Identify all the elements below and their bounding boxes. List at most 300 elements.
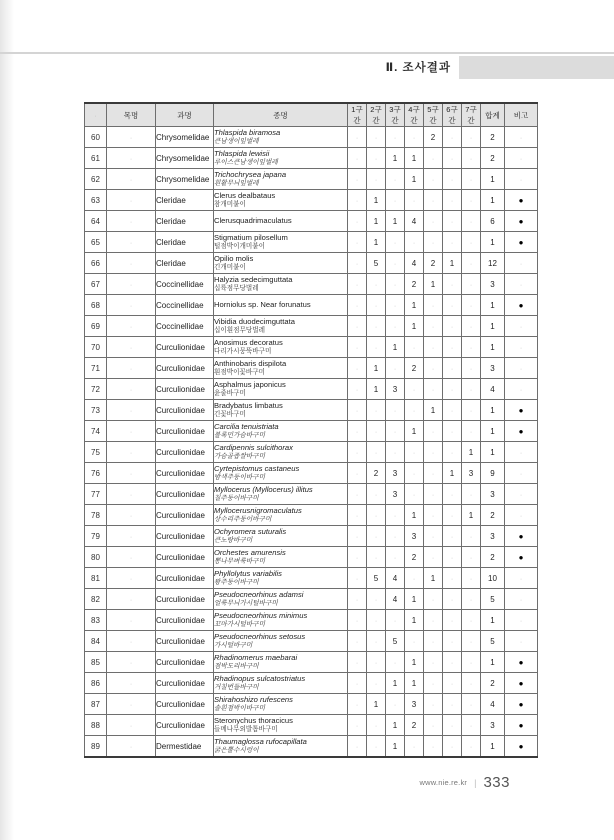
note-cell: ● [505,421,538,442]
note-cell [505,337,538,358]
species-latin: Thlaspida biramosa [214,127,281,137]
total-cell: 12 [481,253,505,274]
section-count-5 [424,736,443,758]
total-cell: 4 [481,694,505,715]
family-cell: Curculionidae [156,589,214,610]
section-count-5: 1 [424,568,443,589]
section-count-7 [462,295,481,316]
section-count-5 [424,169,443,190]
order-cell [107,736,156,758]
family-cell: Cleridae [156,232,214,253]
section-count-5 [424,589,443,610]
row-number: 72 [85,379,107,400]
order-cell [107,211,156,232]
section-count-7 [462,568,481,589]
species-latin: Thaumaglossa rufocapillata [214,736,307,746]
species-korean: 가슴골좁쌀바구미 [214,452,265,460]
section-count-2 [367,148,386,169]
section-count-1 [348,526,367,547]
species-latin: Shirahoshizo rufescens [214,694,293,704]
species-latin: Carcilia tenuistriata [214,421,279,431]
family-cell: Coccinellidae [156,274,214,295]
total-cell: 2 [481,673,505,694]
species-table [84,102,538,758]
section-count-6 [443,421,462,442]
order-cell [107,463,156,484]
species-korean: 굵은뿔수시렁이 [214,746,259,754]
section-count-7 [462,253,481,274]
order-cell [107,547,156,568]
section-count-3 [386,169,405,190]
species-korean: 흰활무늬잎벌레 [214,179,259,187]
order-cell [107,673,156,694]
order-cell [107,505,156,526]
species-latin: Clerusquadrimaculatus [214,215,292,225]
section-count-7 [462,673,481,694]
species-korean: 얼룩무늬가시털바구미 [214,599,278,607]
section-count-7 [462,316,481,337]
section-count-3 [386,694,405,715]
row-number: 68 [85,295,107,316]
note-cell [505,253,538,274]
order-cell [107,295,156,316]
section-count-2: 1 [367,379,386,400]
table-row [85,274,538,295]
row-number: 88 [85,715,107,736]
section-count-3 [386,442,405,463]
table-row [85,379,538,400]
section-count-2: 1 [367,232,386,253]
section-count-3: 3 [386,484,405,505]
section-count-5: 2 [424,253,443,274]
species-latin: Opilio molis [214,253,254,263]
section-count-5 [424,610,443,631]
section-count-3: 1 [386,715,405,736]
order-cell [107,442,156,463]
species-cell [214,358,348,379]
section-count-7 [462,169,481,190]
section-count-1 [348,295,367,316]
page-header-title: Ⅱ. 조사결과 [385,62,451,74]
row-number: 63 [85,190,107,211]
total-cell: 10 [481,568,505,589]
section-count-7 [462,610,481,631]
section-count-1 [348,232,367,253]
section-count-6 [443,295,462,316]
order-cell [107,484,156,505]
family-cell: Curculionidae [156,547,214,568]
section-count-6 [443,547,462,568]
section-count-4 [405,463,424,484]
section-count-5 [424,337,443,358]
section-count-6 [443,652,462,673]
family-cell: Curculionidae [156,358,214,379]
section-count-4 [405,568,424,589]
species-latin: Myllocerusnigromaculatus [214,505,302,515]
section-count-3 [386,547,405,568]
table-row [85,421,538,442]
section-count-2 [367,337,386,358]
section-count-4: 3 [405,694,424,715]
family-cell: Curculionidae [156,673,214,694]
total-cell: 3 [481,715,505,736]
section-count-1 [348,463,367,484]
section-count-6 [443,631,462,652]
section-count-1 [348,694,367,715]
total-cell: 1 [481,736,505,758]
section-count-5 [424,526,443,547]
species-korean: 큰남생이잎벌레 [214,137,259,145]
total-cell: 1 [481,337,505,358]
note-cell: ● [505,715,538,736]
species-latin: Clerus dealbataus [214,190,276,200]
section-count-3: 1 [386,736,405,758]
species-latin: Pseudocneorhinus setosus [214,631,306,641]
section-count-4: 2 [405,274,424,295]
species-latin: Phyllolytus variabilis [214,568,282,578]
order-cell [107,316,156,337]
section-count-4 [405,631,424,652]
row-number: 73 [85,400,107,421]
section-count-1 [348,547,367,568]
section-count-5: 1 [424,274,443,295]
species-latin: Pseudocneorhinus minimus [214,610,308,620]
species-latin: Anthinobaris dispilota [214,358,287,368]
species-korean: 긴개미붙이 [214,263,246,271]
note-cell [505,274,538,295]
table-header-row [85,103,538,127]
row-number: 75 [85,442,107,463]
family-cell: Curculionidae [156,484,214,505]
section-count-6 [443,337,462,358]
order-cell [107,694,156,715]
table-row [85,568,538,589]
species-latin: Horniolus sp. Near forunatus [214,299,311,309]
total-cell: 2 [481,148,505,169]
section-count-7 [462,274,481,295]
family-cell: Chrysomelidae [156,127,214,148]
table-row [85,673,538,694]
section-count-2 [367,421,386,442]
order-cell [107,715,156,736]
section-count-3 [386,253,405,274]
section-count-5 [424,631,443,652]
section-count-2 [367,736,386,758]
row-number: 61 [85,148,107,169]
species-latin: Ochyromera suturalis [214,526,287,536]
section-count-7 [462,190,481,211]
species-cell [214,484,348,505]
row-number: 78 [85,505,107,526]
total-cell: 3 [481,274,505,295]
note-cell: ● [505,673,538,694]
section-count-5: 2 [424,127,443,148]
order-cell [107,589,156,610]
section-count-4: 1 [405,169,424,190]
section-count-5 [424,463,443,484]
family-cell: Curculionidae [156,400,214,421]
row-number: 86 [85,673,107,694]
section-count-6 [443,148,462,169]
species-cell [214,631,348,652]
section-count-2 [367,400,386,421]
table-row [85,589,538,610]
species-cell [214,652,348,673]
family-cell: Coccinellidae [156,316,214,337]
section-count-3 [386,232,405,253]
table-row [85,190,538,211]
species-latin: Rhadinomerus maebarai [214,652,298,662]
family-cell: Chrysomelidae [156,169,214,190]
species-korean: 꼬마가시털바구미 [214,620,265,628]
section-count-6 [443,232,462,253]
section-count-4: 1 [405,148,424,169]
section-count-1 [348,148,367,169]
section-count-4: 2 [405,358,424,379]
order-cell [107,148,156,169]
section-count-3 [386,295,405,316]
section-count-4: 2 [405,715,424,736]
table-row [85,442,538,463]
section-count-6 [443,484,462,505]
section-count-1 [348,442,367,463]
order-cell [107,232,156,253]
section-count-4: 1 [405,589,424,610]
species-korean: 왕주둥이바구미 [214,578,259,586]
section-count-5 [424,505,443,526]
section-count-2: 5 [367,253,386,274]
section-count-7: 1 [462,442,481,463]
col-header-7: 4구간 [405,103,424,127]
section-count-2 [367,526,386,547]
section-count-1 [348,652,367,673]
section-count-7 [462,379,481,400]
order-cell [107,190,156,211]
section-count-7 [462,358,481,379]
section-count-5 [424,694,443,715]
species-cell [214,316,348,337]
section-count-6: 1 [443,463,462,484]
section-count-5 [424,547,443,568]
note-cell: ● [505,526,538,547]
section-count-3 [386,421,405,442]
table-row [85,148,538,169]
section-count-3 [386,400,405,421]
section-count-4: 3 [405,526,424,547]
note-cell: ● [505,232,538,253]
section-count-6 [443,442,462,463]
species-cell [214,379,348,400]
species-korean: 다리가시뭉뚝바구미 [214,347,272,355]
row-number: 74 [85,421,107,442]
section-count-7 [462,715,481,736]
total-cell: 1 [481,421,505,442]
section-count-2: 5 [367,568,386,589]
species-latin: Thlaspida lewisii [214,148,270,158]
section-count-4 [405,127,424,148]
note-cell [505,463,538,484]
species-korean: 참개미붙이 [214,200,246,208]
family-cell: Curculionidae [156,631,214,652]
section-count-1 [348,421,367,442]
order-cell [107,169,156,190]
table-row [85,232,538,253]
table-row [85,526,538,547]
order-cell [107,526,156,547]
species-korean: 십이흰점무당벌레 [214,326,265,334]
family-cell: Curculionidae [156,463,214,484]
species-cell [214,694,348,715]
section-count-5 [424,652,443,673]
note-cell: ● [505,736,538,758]
species-korean: 가시털바구미 [214,641,253,649]
family-cell: Curculionidae [156,715,214,736]
family-cell: Cleridae [156,190,214,211]
species-latin: Halyzia sedecimguttata [214,274,293,284]
section-count-2: 1 [367,694,386,715]
table-row [85,694,538,715]
section-count-3: 1 [386,211,405,232]
section-count-3: 3 [386,463,405,484]
total-cell: 1 [481,652,505,673]
section-count-1 [348,211,367,232]
species-cell [214,715,348,736]
note-cell [505,148,538,169]
family-cell: Dermestidae [156,736,214,758]
section-count-3 [386,610,405,631]
section-count-7 [462,211,481,232]
section-count-7 [462,400,481,421]
total-cell: 1 [481,190,505,211]
section-count-5: 1 [424,400,443,421]
note-cell [505,631,538,652]
species-korean: 흰점박이꽃바구미 [214,368,265,376]
section-count-7 [462,736,481,758]
family-cell: Curculionidae [156,442,214,463]
section-count-6 [443,190,462,211]
section-count-1 [348,484,367,505]
total-cell: 5 [481,631,505,652]
section-count-3 [386,316,405,337]
section-count-4 [405,190,424,211]
row-number: 89 [85,736,107,758]
section-count-7 [462,484,481,505]
total-cell: 4 [481,379,505,400]
section-count-1 [348,127,367,148]
section-count-1 [348,337,367,358]
row-number: 80 [85,547,107,568]
species-cell [214,568,348,589]
species-latin: Rhadinopus sulcatostriatus [214,673,306,683]
total-cell: 3 [481,484,505,505]
section-count-7 [462,148,481,169]
section-count-6 [443,316,462,337]
section-count-2 [367,274,386,295]
total-cell: 3 [481,526,505,547]
section-count-5 [424,421,443,442]
section-count-3: 1 [386,148,405,169]
total-cell: 1 [481,232,505,253]
row-number: 60 [85,127,107,148]
species-latin: Myllocerus (Myllocerus) illitus [214,484,313,494]
row-number: 62 [85,169,107,190]
order-cell [107,568,156,589]
species-korean: 상수리주둥이바구미 [214,515,272,523]
section-count-6 [443,505,462,526]
row-number: 87 [85,694,107,715]
section-count-7 [462,526,481,547]
row-number: 71 [85,358,107,379]
table-row [85,715,538,736]
section-count-3 [386,652,405,673]
total-cell: 1 [481,169,505,190]
section-count-5 [424,484,443,505]
section-count-6 [443,379,462,400]
total-cell: 2 [481,547,505,568]
note-cell [505,358,538,379]
section-count-4 [405,484,424,505]
section-count-5 [424,673,443,694]
section-count-3 [386,127,405,148]
species-latin: Bradybatus limbatus [214,400,283,410]
note-cell [505,442,538,463]
section-count-4: 1 [405,610,424,631]
section-count-3 [386,190,405,211]
species-cell [214,400,348,421]
section-count-2 [367,169,386,190]
family-cell: Curculionidae [156,379,214,400]
table-row [85,631,538,652]
section-count-3 [386,274,405,295]
section-count-4: 1 [405,421,424,442]
order-cell [107,610,156,631]
section-count-5 [424,232,443,253]
table-row [85,295,538,316]
section-count-2: 1 [367,358,386,379]
footer-separator: | [474,777,477,788]
species-cell [214,505,348,526]
species-latin: Anosimus decoratus [214,337,283,347]
page-left-shade [0,0,14,840]
family-cell: Cleridae [156,253,214,274]
col-header-2: 과명 [156,103,214,127]
section-count-2: 2 [367,463,386,484]
section-count-5 [424,379,443,400]
col-header-4: 1구간 [348,103,367,127]
row-number: 66 [85,253,107,274]
species-cell [214,274,348,295]
section-count-6 [443,169,462,190]
species-cell [214,736,348,758]
order-cell [107,274,156,295]
col-header-0 [85,103,107,127]
col-header-8: 5구간 [424,103,443,127]
species-cell [214,232,348,253]
species-cell [214,610,348,631]
col-header-11: 합계 [481,103,505,127]
section-count-4: 1 [405,316,424,337]
species-cell [214,442,348,463]
section-count-7 [462,421,481,442]
section-count-4: 2 [405,547,424,568]
species-korean: 루이스큰남생이잎벌레 [214,158,278,166]
section-count-7 [462,127,481,148]
col-header-6: 3구간 [386,103,405,127]
species-latin: Cardipennis sulcithorax [214,442,293,452]
section-count-3 [386,526,405,547]
section-count-7 [462,631,481,652]
species-cell [214,673,348,694]
